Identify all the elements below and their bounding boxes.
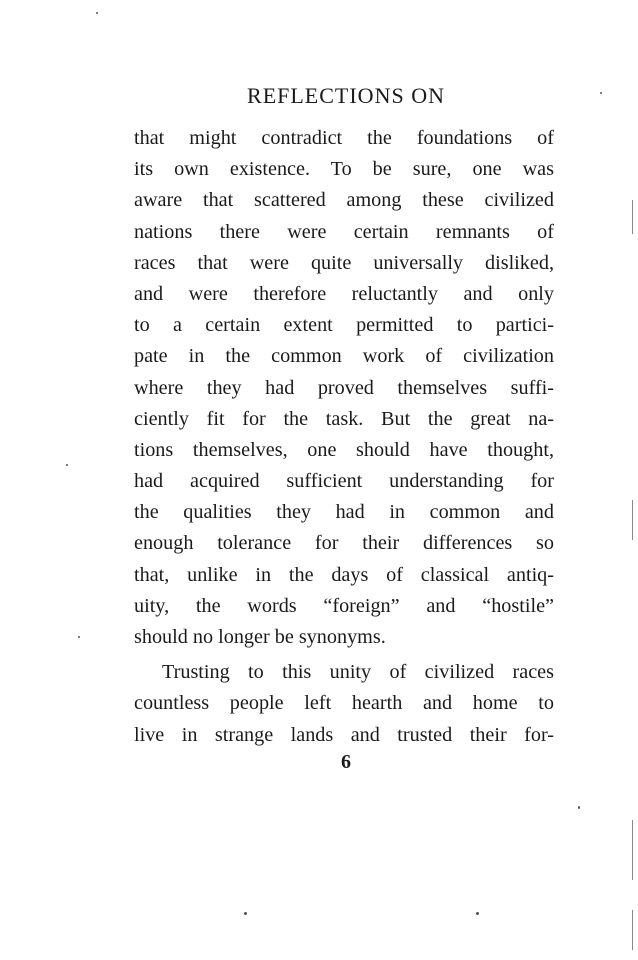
- text-line: tions themselves, one should have thought,: [134, 438, 554, 461]
- text-line: countless people left hearth and home to: [134, 692, 554, 715]
- scan-edge-mark: [632, 500, 633, 540]
- scan-speck: [96, 12, 98, 14]
- scan-speck: [244, 912, 247, 915]
- scan-edge-mark: [632, 820, 633, 880]
- text-line: aware that scattered among these civilized: [134, 189, 554, 212]
- text-line: live in strange lands and trusted their for-: [134, 723, 554, 746]
- page-number: 6: [341, 751, 351, 773]
- text-line: its own existence. To be sure, one was: [134, 158, 554, 181]
- text-line: that might contradict the foundations of: [134, 127, 554, 149]
- text-line: enough tolerance for their differences so: [134, 532, 554, 555]
- text-line: had acquired sufficient understanding for: [134, 470, 554, 493]
- scan-speck: [78, 636, 80, 638]
- text-line: where they had proved themselves suffi-: [134, 376, 554, 399]
- text-line: nations there were certain remnants of: [134, 220, 554, 243]
- text-line: the qualities they had in common and: [134, 501, 554, 524]
- running-head: REFLECTIONS ON: [247, 83, 445, 108]
- text-line: ciently fit for the task. But the great na-: [134, 407, 554, 430]
- scan-speck: [600, 92, 602, 94]
- scan-edge-mark: [632, 200, 633, 234]
- scan-speck: [578, 806, 580, 809]
- scan-speck: [66, 464, 68, 466]
- text-line: uity, the words “foreign” and “hostile”: [134, 594, 554, 617]
- paragraph-2: [134, 657, 554, 751]
- paragraph-1: [134, 123, 554, 653]
- scan-edge-mark: [632, 910, 633, 950]
- text-line: Trusting to this unity of civilized races: [162, 661, 554, 684]
- text-line: should no longer be synonyms.: [134, 626, 386, 648]
- text-line: that, unlike in the days of classical antiq-: [134, 563, 554, 586]
- text-line: to a certain extent permitted to partici-: [134, 314, 554, 337]
- body-text: [134, 123, 554, 751]
- text-line: and were therefore reluctantly and only: [134, 282, 554, 305]
- text-line: pate in the common work of civilization: [134, 345, 554, 368]
- text-line: races that were quite universally disliked,: [134, 251, 554, 274]
- scan-speck: [476, 912, 479, 915]
